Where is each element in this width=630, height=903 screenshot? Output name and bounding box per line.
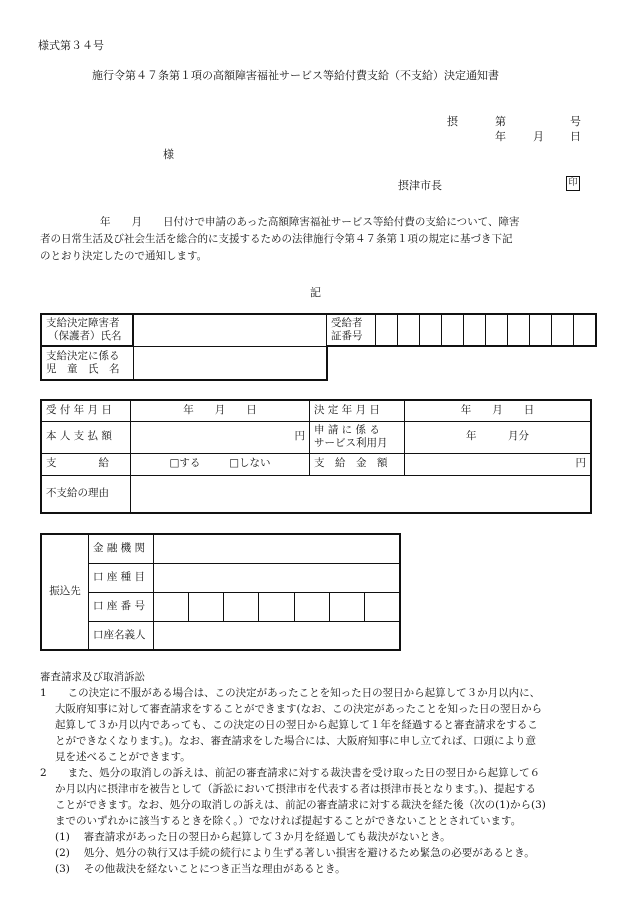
recipient-digit[interactable]	[398, 314, 420, 346]
date-year: 年	[495, 130, 506, 143]
notes-heading: 審査請求及び取消訴訟	[40, 671, 145, 683]
form-number: 様式第３４号	[38, 39, 104, 52]
note-sub-1: (1) 審査請求があった日の翌日から起算して３か月を経過しても裁決がないとき。	[55, 831, 451, 843]
note-sub-3: (3) その他裁決を経ないことにつき正当な理由があるとき。	[55, 863, 346, 875]
account-digit[interactable]	[329, 592, 364, 621]
ki-heading: 記	[310, 286, 321, 299]
recipient-digit[interactable]	[530, 314, 552, 346]
recipient-digit[interactable]	[420, 314, 442, 346]
bank-field[interactable]	[154, 534, 401, 563]
recipient-digit[interactable]	[442, 314, 464, 346]
payment-no-checkbox[interactable]: □しない	[229, 457, 271, 470]
account-type-field[interactable]	[154, 563, 401, 592]
reason-field[interactable]	[131, 475, 592, 513]
child-name-field[interactable]	[133, 346, 327, 380]
reason-label: 不支給の理由	[41, 475, 131, 513]
bank-label: 金 融 機 関	[89, 534, 154, 563]
account-holder-label: 口座名義人	[89, 621, 154, 650]
recipient-digit[interactable]	[508, 314, 530, 346]
account-no-label: 口 座 番 号	[89, 592, 154, 621]
note-1-line: 見を述べることができます。	[55, 751, 191, 763]
doc-number-dai: 第	[495, 115, 506, 128]
self-pay-label: 本 人 支 払 額	[41, 421, 131, 453]
recipient-digit[interactable]	[376, 314, 398, 346]
note-2-line: までのいずれかに該当するときを除く。）でなければ提起することができないこととされています。	[55, 815, 522, 827]
note-2-line: ことができます。なお、処分の取消しの訴えは、前記の審査請求に対する裁決を経た後（次の(1)から(3)	[55, 799, 546, 811]
seal-mark: 印	[566, 176, 580, 191]
payment-amount-label: 支 給 金 額	[310, 453, 405, 475]
doc-number-go: 号	[570, 115, 581, 128]
receipt-date-label: 受 付 年 月 日	[41, 400, 131, 421]
transfer-section-label: 振込先	[41, 534, 89, 650]
bank-table	[40, 533, 401, 651]
account-digit[interactable]	[224, 592, 259, 621]
doc-number-prefix: 摂	[447, 115, 458, 128]
note-1-line: 起算して３か月以内であっても、この決定の日の翌日から起算して１年を経過すると審査請求をするこ	[55, 719, 538, 731]
recipient-number-label: 受給者 証番号	[327, 314, 376, 346]
intro-line-3: のとおり決定したので通知します。	[40, 250, 208, 262]
recipient-digit[interactable]	[574, 314, 597, 346]
payment-choice	[131, 453, 310, 475]
decision-date-field[interactable]: 年 月 日	[405, 400, 592, 421]
payment-amount-field[interactable]: 円	[405, 453, 592, 475]
service-month-label: 申 請 に 係 る サービス利用月	[310, 421, 405, 453]
applicant-label: 支給決定障害者 （保護者）氏名	[41, 314, 133, 346]
note-2-line: か月以内に摂津市を被告として（訴訟において摂津市を代表する者は摂津市長となります。)、提起する	[55, 783, 537, 795]
account-digit[interactable]	[294, 592, 329, 621]
date-month: 月	[533, 130, 544, 143]
payment-label: 支 給	[41, 453, 131, 475]
document-title: 施行令第４７条第１項の高額障害福祉サービス等給付費支給（不支給）決定通知書	[92, 69, 499, 82]
child-label: 支給決定に係る 児 童 氏 名	[41, 346, 133, 380]
account-digit[interactable]	[154, 592, 189, 621]
service-month-field[interactable]: 年 月分	[405, 421, 592, 453]
issuer-name: 摂津市長	[398, 179, 442, 192]
recipient-digit[interactable]	[464, 314, 486, 346]
payment-yes-checkbox[interactable]: □する	[169, 457, 201, 470]
account-digit[interactable]	[189, 592, 224, 621]
recipient-digit[interactable]	[552, 314, 574, 346]
account-digit[interactable]	[364, 592, 400, 621]
intro-line-2: 者の日常生活及び社会生活を総合的に支援するための法律施行令第４７条第１項の規定に基づき下記	[40, 233, 513, 245]
self-pay-field[interactable]: 円	[131, 421, 310, 453]
note-1-line: 1 この決定に不服がある場合は、この決定があったことを知った日の翌日から起算して３か月以内に、	[40, 687, 541, 699]
account-type-label: 口 座 種 目	[89, 563, 154, 592]
addressee-suffix: 様	[163, 148, 174, 161]
note-1-line: 大阪府知事に対して審査請求をすることができます(なお、この決定があったことを知った日の翌日から	[55, 703, 542, 715]
applicant-name-field[interactable]	[133, 314, 327, 346]
note-1-line: とができなくなります。)。なお、審査請求をした場合には、大阪府知事に申し立てれば、口頭により意	[55, 735, 537, 747]
account-holder-field[interactable]	[154, 621, 401, 650]
intro-line-1: 年 月 日付けで申請のあった高額障害福祉サービス等給付費の支給について、障害	[100, 216, 520, 228]
account-digit[interactable]	[259, 592, 294, 621]
note-sub-2: (2) 処分、処分の執行又は手続の続行により生ずる著しい損害を避けるため緊急の必要があるとき。	[55, 847, 535, 859]
date-day: 日	[570, 130, 581, 143]
decision-table	[40, 399, 592, 514]
decision-date-label: 決 定 年 月 日	[310, 400, 405, 421]
note-2-line: 2 また、処分の取消しの訴えは、前記の審査請求に対する裁決書を受け取った日の翌日から起算して６	[40, 767, 541, 779]
applicant-table	[40, 313, 597, 381]
receipt-date-field[interactable]: 年 月 日	[131, 400, 310, 421]
recipient-digit[interactable]	[486, 314, 508, 346]
